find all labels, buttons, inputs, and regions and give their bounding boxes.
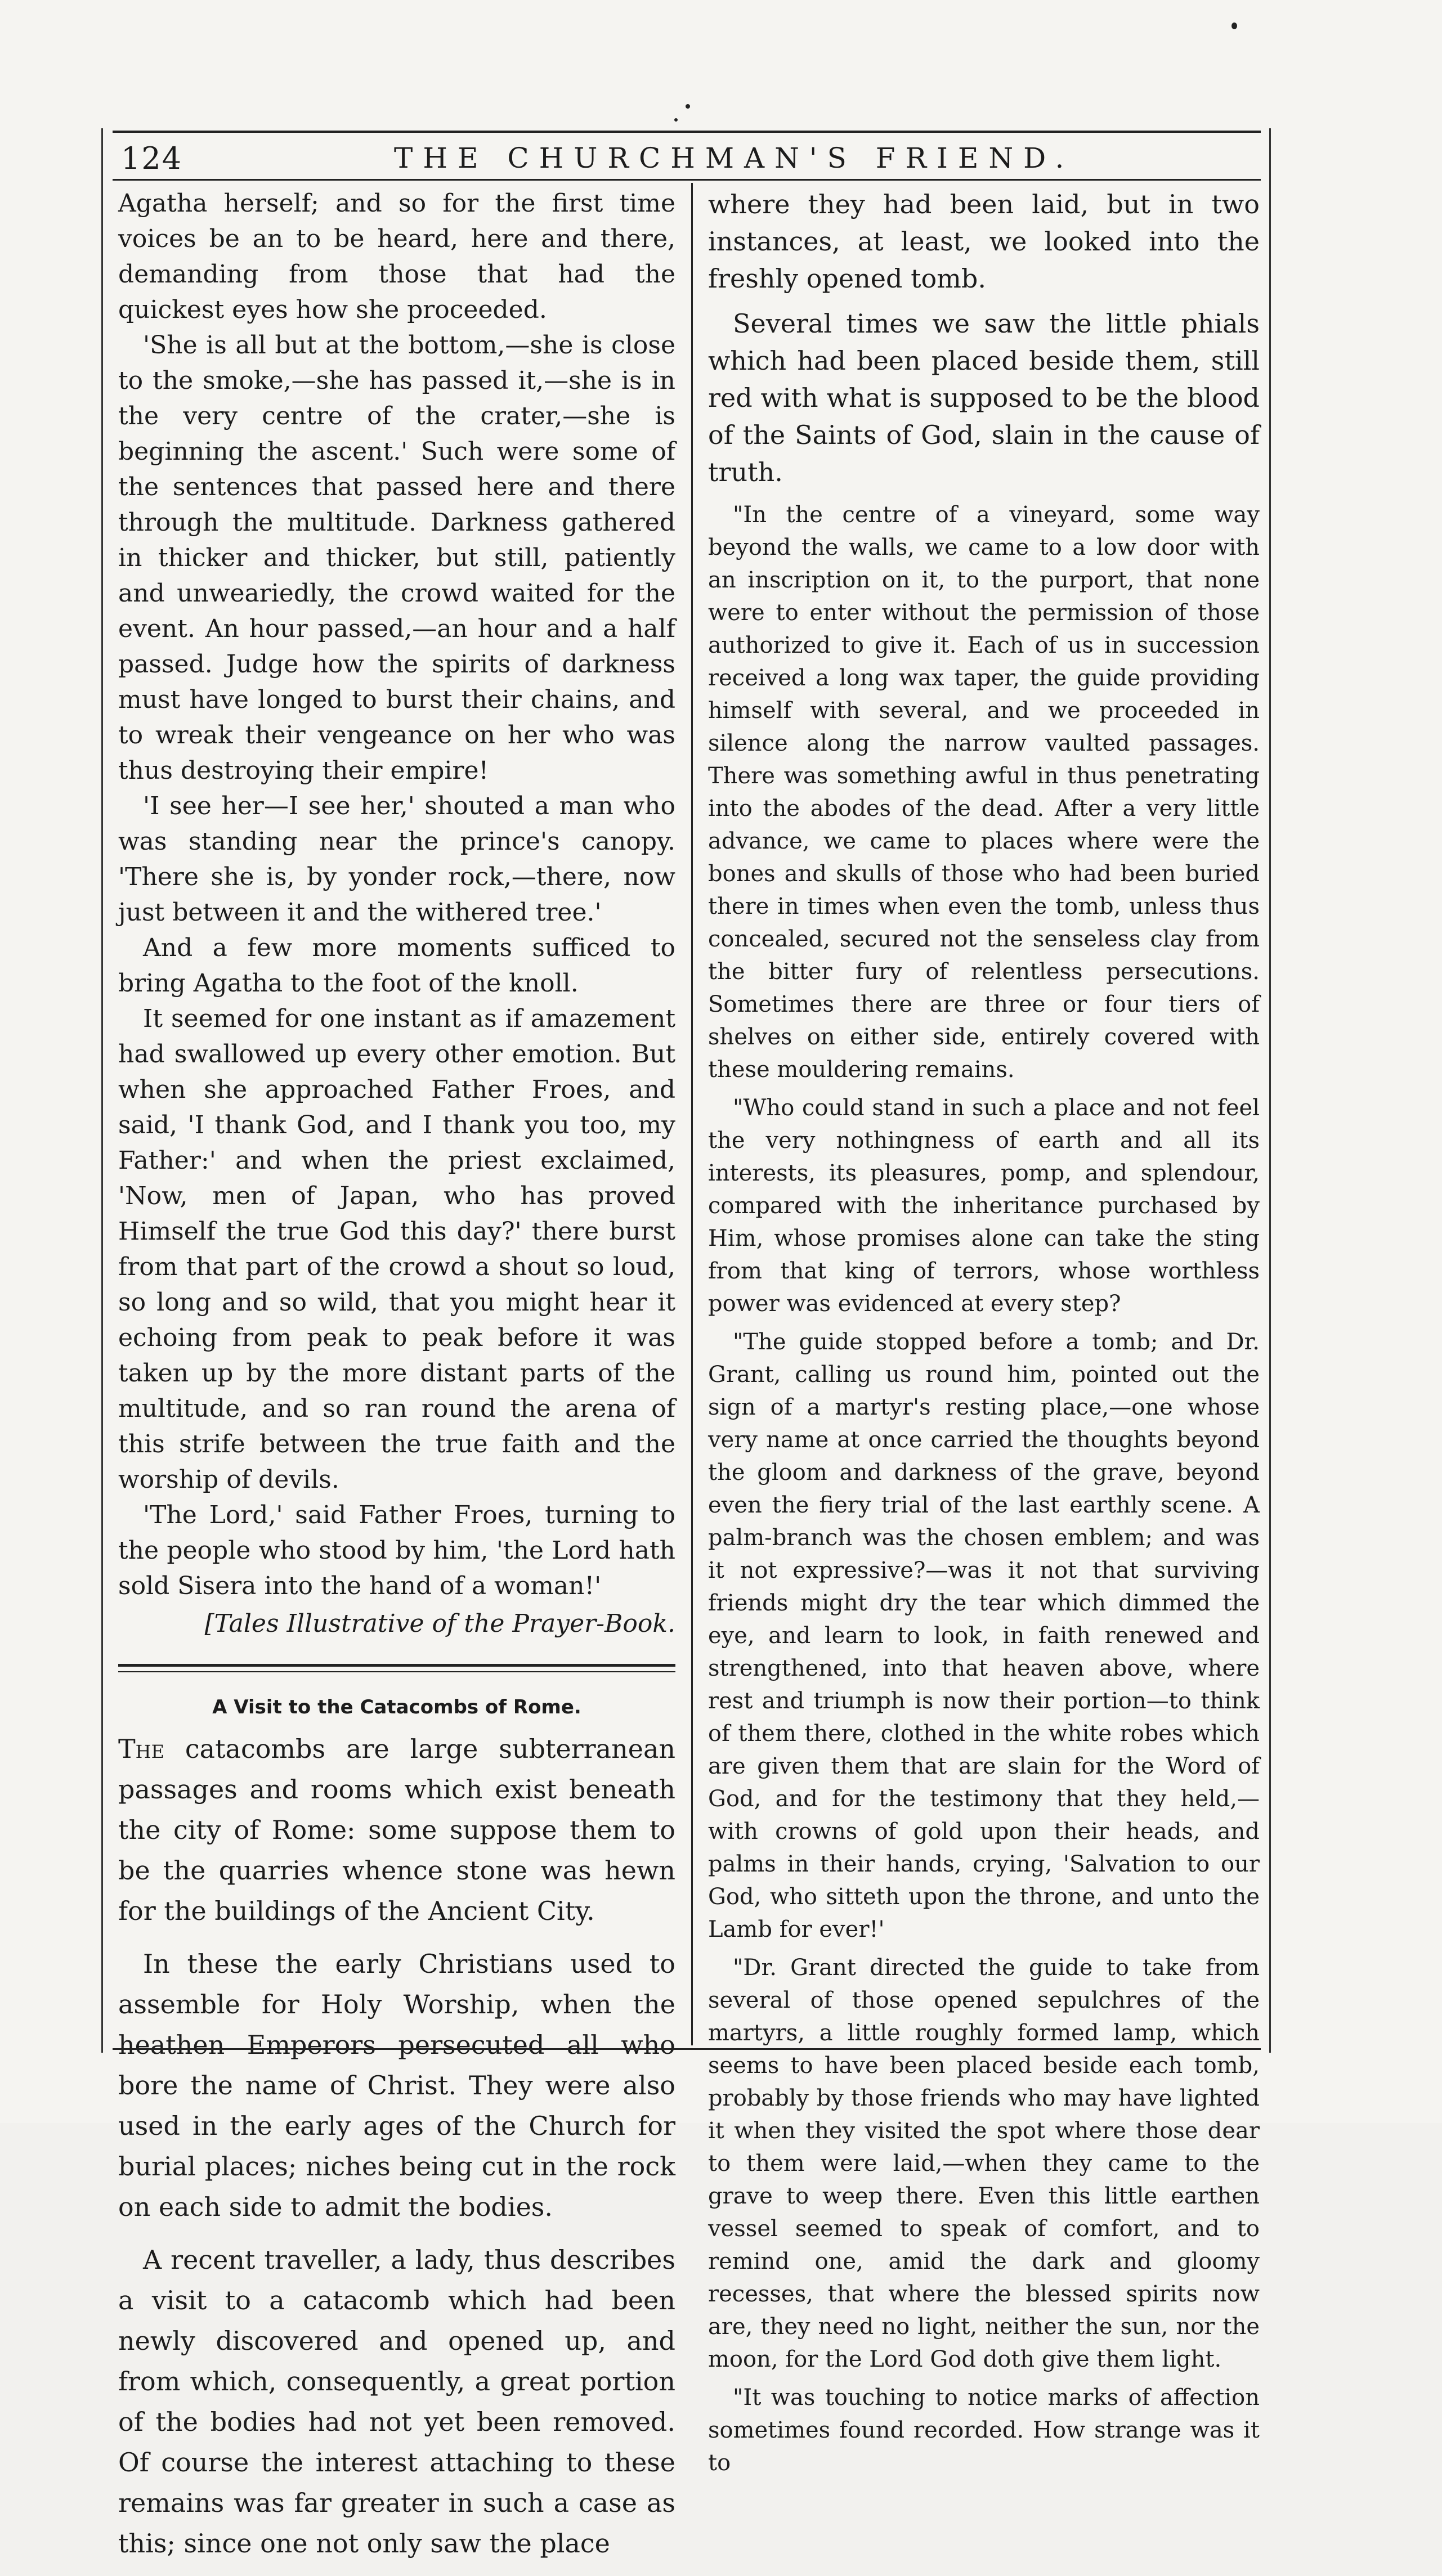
article-paragraph: A recent traveller, a lady, thus describes a visit to a catacomb which had been newly discovered and opened up, and from which, consequently, a great portion of the bodies had not yet been removed. Of course the interest attaching to these remains was far greater in such a case as this; since one not only saw the place [118,2245,675,2559]
right-column [708,186,1260,2485]
paragraph: "In the centre of a vineyard, some way beyond the walls, we came to a low door with an inscription on it, to the purport, that none were to enter without the permission of those authorized to give it. Each of us in succession received a long wax taper, the guide providing himself with several, and we proceeded in silence along the narrow vaulted passages. There was something awful in thus penetrating into the abodes of the dead. After a very little advance, we came to places where were the bones and skulls of those who had been buried there in times when even the tomb, unless thus concealed, secured not the senseless clay from the bitter fury of relentless persecutions. Sometimes there are three or four tiers of shelves on either side, entirely covered with these mouldering remains. [708,502,1260,1083]
paragraph: 'I see her—I see her,' shouted a man who was standing near the prince's canopy. 'There she is, by yonder rock,—there, now just between it and the withered tree.' [118,792,675,927]
running-title: THE CHURCHMAN'S FRIEND. [394,142,1074,174]
ink-speck [686,104,690,109]
paragraph: "It was touching to notice marks of affection sometimes found recorded. How strange was it to [708,2385,1260,2476]
header-top-rule [113,131,1261,133]
paragraph: And a few more moments sufficed to bring Agatha to the foot of the knoll. [118,934,675,998]
page-number: 124 [121,141,183,176]
paragraph: It seemed for one instant as if amazement had swallowed up every other emotion. But when she approached Father Froes, and said, 'I thank God, and I thank you too, my Father:' and when the priest exclaimed, 'Now, men of Japan, who has proved Himself the true God this day?' there burst from that part of the crowd a shout so loud, so long and so wild, that you might hear it echoing from peak to peak before it was taken up by the more distant parts of the multitude, and so ran round the arena of this strife between the true faith and the worship of devils. [118,1004,675,1494]
ink-speck [1231,23,1237,29]
paragraph: 'She is all but at the bottom,—she is close to the smoke,—she has passed it,—she is in the very centre of the crater,—she is beginning the ascent.' Such were some of the sentences that passed here and there through the multitude. Darkness gathered in thicker and thicker, but still, patiently and unweariedly, the crowd waited for the event. An hour passed,—an hour and a half passed. Judge how the spirits of darkness must have longed to burst their chains, and to wreak their vengeance on her who was thus destroying their empire! [118,331,675,785]
article-paragraph-text: catacombs are large subterranean passages and rooms which exist beneath the city of Rome: some suppose them to be the quarries whence stone was hewn for the buildings of the Ancient City. [118,1734,675,1926]
paragraph: "Who could stand in such a place and not feel the very nothingness of earth and all its interests, its pleasures, pomp, and splendour, compared with the inheritance purchased by Him, whose promises alone can take the sting from that king of terrors, whose worthless power was evidenced at every step? [708,1095,1260,1317]
continued-paragraph: where they had been laid, but in two instances, at least, we looked into the freshly opened tomb. [708,189,1260,294]
footer-rule [113,2048,1261,2050]
paragraph: 'The Lord,' said Father Froes, turning to the people who stood by him, 'the Lord hath sold Sisera into the hand of a woman!' [118,1501,675,1600]
paragraph: "Dr. Grant directed the guide to take from several of those opened sepulchres of the martyrs, a little roughly formed lamp, which seems to have been placed beside each tomb, probably by those friends who may have lighted it when they visited the spot where those dear to them were laid,—when they came to the grave to weep there. Even this little earthen vessel seemed to speak of comfort, and to remind one, amid the dark and gloomy recesses, that where the blessed spirits now are, they need no light, neither the sun, nor the moon, for the Lord God doth give them light. [708,1955,1260,2372]
article-title: A Visit to the Catacombs of Rome. [212,1696,581,1718]
drop-lead-word: The [118,1734,164,1764]
article-body [118,1729,675,2564]
article-paragraph [118,1729,675,1931]
source-attribution: [Tales Illustrative of the Prayer-Book. [204,1609,675,1638]
article-paragraph: In these the early Christians used to assemble for Holy Worship, when the heathen Emperors persecuted all who bore the name of Christ. They were also used in the early ages of the Church for burial places; niches being cut in the rock on each side to admit the bodies. [118,1949,675,2222]
left-margin-line [101,128,103,2053]
header-bottom-rule [113,179,1261,181]
right-column-opening [708,186,1260,491]
paragraph: Several times we saw the little phials which had been placed beside them, still red with what is supposed to be the blood of the Saints of God, slain in the cause of truth. [708,308,1260,487]
quoted-narrative [708,499,1260,2479]
right-margin-line [1269,128,1271,2053]
section-divider [118,1664,675,1672]
column-divider [691,183,693,2045]
ink-speck [674,118,678,122]
paragraph: "The guide stopped before a tomb; and Dr. Grant, calling us round him, pointed out the sign of a martyr's resting place,—one whose very name at once carried the thoughts beyond the gloom and darkness of the grave, beyond even the fiery trial of the last earthly scene. A palm-branch was the chosen emblem; and was it not expressive?—was it not that surviving friends might dry the tear which dimmed the eye, and learn to look, in faith renewed and strengthened, into that heaven above, where rest and triumph is now their portion—to think of them there, clothed in the white robes which are given them that are slain for the Word of God, and for the testimony that they held,—with crowns of gold upon their heads, and palms in their hands, crying, 'Salvation to our God, who sitteth upon the throne, and unto the Lamb for ever!' [708,1329,1260,1942]
continued-paragraph: Agatha herself; and so for the first time voices be an to be heard, here and there, demanding from those that had the quickest eyes how she proceeded. [118,189,675,324]
left-column [118,186,675,2576]
